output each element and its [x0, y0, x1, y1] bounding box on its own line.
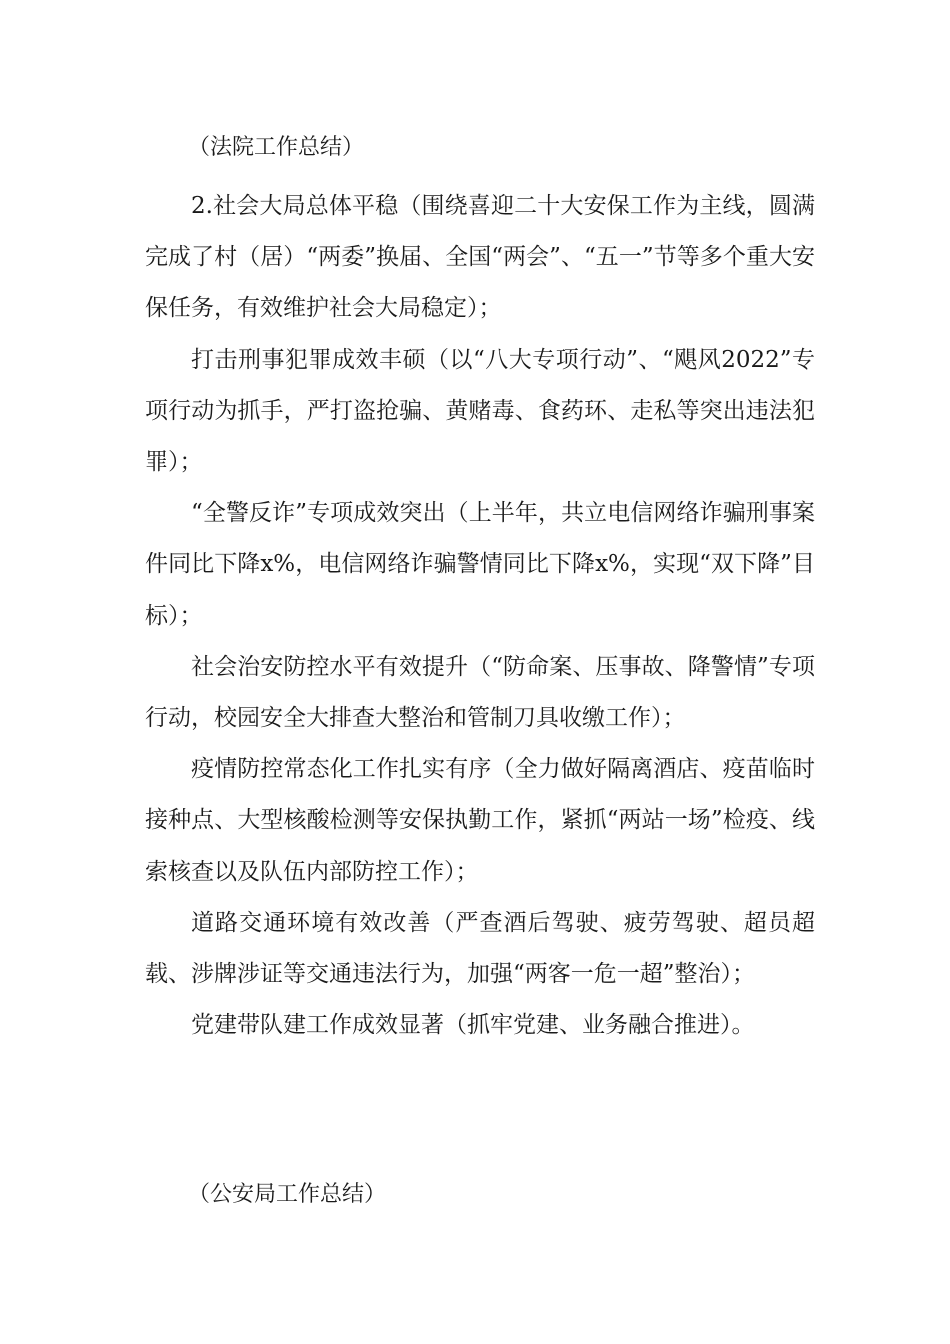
section-heading-court: （法院工作总结）	[188, 135, 365, 160]
paragraph-anti-fraud: “全警反诈”专项成效突出（上半年，共立电信网络诈骗刑事案件同比下降x%，电信网络诈骗警情同比下降x%，实现“双下降”目标）；	[145, 500, 815, 629]
paragraph-social-stability: 2.社会大局总体平稳（围绕喜迎二十大安保工作为主线，圆满完成了村（居）“两委”换届、全国“两会”、“五一”节等多个重大安保任务，有效维护社会大局稳定）；	[145, 193, 815, 322]
section-heading-police: （公安局工作总结）	[188, 1182, 387, 1207]
paragraph-criminal-crackdown: 打击刑事犯罪成效丰硕（以“八大专项行动”、“飓风2022”专项行动为抓手，严打盗抢骗、黄赌毒、食药环、走私等突出违法犯罪）；	[145, 346, 815, 476]
summary-body	[145, 181, 815, 1051]
paragraph-party-building: 党建带队建工作成效显著（抓牢党建、业务融合推进）。	[191, 1012, 755, 1039]
paragraph-epidemic-control: 疫情防控常态化工作扎实有序（全力做好隔离酒店、疫苗临时接种点、大型核酸检测等安保执勤工作，紧抓“两站一场”检疫、线索核查以及队伍内部防控工作）；	[145, 756, 815, 885]
paragraph-road-traffic: 道路交通环境有效改善（严查酒后驾驶、疲劳驾驶、超员超载、涉牌涉证等交通违法行为，加强“两客一危一超”整治）；	[145, 909, 815, 988]
paragraph-public-security: 社会治安防控水平有效提升（“防命案、压事故、降警情”专项行动，校园安全大排查大整治和管制刀具收缴工作）；	[145, 653, 815, 732]
